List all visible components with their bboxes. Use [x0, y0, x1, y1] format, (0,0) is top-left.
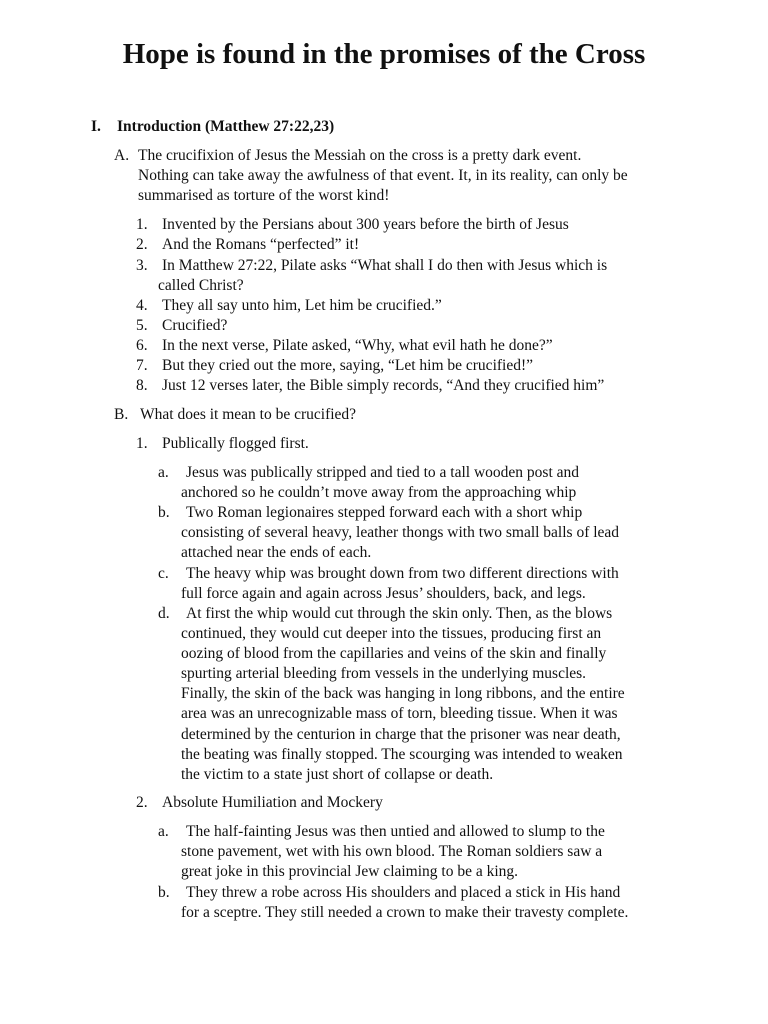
subsection-2-number: 2. [136, 794, 148, 811]
list-item-number: 5. [136, 317, 148, 334]
list-item-text: And the Romans “perfected” it! [162, 236, 360, 253]
sub-item [158, 503, 620, 563]
subsection-2-text: Absolute Humiliation and Mockery [162, 794, 383, 811]
subsection-1-text: Publically flogged first. [162, 435, 309, 452]
sub-item-text: The half-fainting Jesus was then untied and allowed to slump to the [186, 823, 605, 840]
list-item-text: called Christ? [158, 277, 244, 295]
list-item [136, 376, 605, 396]
sub-item-text: Jesus was publically stripped and tied to a tall wooden post and [186, 464, 580, 481]
section-heading-text: Introduction (Matthew 27:22,23) [117, 118, 335, 135]
list-item-text: Invented by the Persians about 300 years before the birth of Jesus [162, 216, 569, 233]
sub-item [158, 604, 625, 785]
paragraph-a-line: The crucifixion of Jesus the Messiah on the cross is a pretty dark event. [138, 147, 582, 164]
sub-item-text: the victim to a state just short of collapse or death. [181, 765, 494, 783]
section-number: I. [91, 118, 101, 135]
paragraph-a-label: A. [114, 147, 130, 164]
sub-item-text: consisting of several heavy, leather thongs with two small balls of lead [181, 524, 620, 542]
sub-item-letter: a. [158, 823, 169, 840]
paragraph-b-text: What does it mean to be crucified? [140, 406, 357, 423]
section-heading [91, 118, 334, 136]
sub-item-text: great joke in this provincial Jew claiming to be a king. [181, 863, 519, 881]
list-item-text: In Matthew 27:22, Pilate asks “What shall I do then with Jesus which is [162, 257, 608, 274]
list-item [136, 235, 360, 255]
subsection-2 [136, 793, 383, 813]
subsection-1 [136, 434, 309, 454]
list-item-number: 6. [136, 337, 148, 354]
list-item [136, 336, 553, 356]
list-item [136, 256, 608, 296]
sub-item-text: Finally, the skin of the back was hanging in long ribbons, and the entire [181, 685, 625, 703]
paragraph-a-line: summarised as torture of the worst kind! [138, 187, 390, 205]
sub-item-letter: c. [158, 565, 169, 582]
sub-item-text: At first the whip would cut through the skin only. Then, as the blows [186, 605, 613, 622]
list-item-text: They all say unto him, Let him be crucified.” [162, 297, 442, 314]
sub-item-text: full force again and again across Jesus’ shoulders, back, and legs. [181, 585, 586, 603]
list-item-number: 3. [136, 257, 148, 274]
sub-item-letter: b. [158, 884, 170, 901]
sub-item [158, 822, 605, 882]
sub-item-text: attached near the ends of each. [181, 544, 372, 562]
sub-item-letter: d. [158, 605, 170, 622]
paragraph-b [114, 405, 357, 425]
list-item-number: 7. [136, 357, 148, 374]
sub-item [158, 564, 619, 604]
sub-item-text: continued, they would cut deeper into the tissues, producing first an [181, 625, 602, 643]
sub-item-text: the beating was finally stopped. The scourging was intended to weaken [181, 745, 623, 763]
document-title: Hope is found in the promises of the Cross [122, 38, 646, 70]
list-item-text: But they cried out the more, saying, “Let him be crucified!” [162, 357, 534, 374]
sub-item-text: oozing of blood from the capillaries and veins of the skin and finally [181, 645, 607, 663]
list-item [136, 356, 534, 376]
paragraph-a [114, 146, 628, 206]
sub-item-text: area was an unrecognizable mass of torn, bleeding tissue. When it was [181, 705, 618, 723]
sub-item-text: spurting arterial bleeding from vessels in the underlying muscles. [181, 665, 587, 683]
list-item-number: 8. [136, 377, 148, 394]
list-item-text: Just 12 verses later, the Bible simply records, “And they crucified him” [162, 377, 605, 394]
sub-item [158, 883, 629, 923]
sub-item-text: They threw a robe across His shoulders and placed a stick in His hand [186, 884, 621, 901]
sub-item-text: stone pavement, wet with his own blood. The Roman soldiers saw a [181, 843, 603, 861]
sub-item-text: for a sceptre. They still needed a crown to make their travesty complete. [181, 904, 629, 922]
sub-item-text: The heavy whip was brought down from two different directions with [186, 565, 619, 582]
list-item [136, 215, 569, 235]
sub-item-text: Two Roman legionaires stepped forward each with a short whip [186, 504, 583, 521]
list-item [136, 316, 228, 336]
list-item-number: 1. [136, 216, 148, 233]
list-item [136, 296, 442, 316]
list-item-text: In the next verse, Pilate asked, “Why, what evil hath he done?” [162, 337, 553, 354]
list-item-text: Crucified? [162, 317, 228, 334]
subsection-1-number: 1. [136, 435, 148, 452]
list-item-number: 4. [136, 297, 148, 314]
sub-item-text: determined by the centurion in charge that the prisoner was near death, [181, 725, 621, 743]
sub-item [158, 463, 580, 503]
sub-item-letter: a. [158, 464, 169, 481]
list-item-number: 2. [136, 236, 148, 253]
sub-item-text: anchored so he couldn’t move away from the approaching whip [181, 484, 577, 502]
paragraph-b-label: B. [114, 406, 129, 423]
paragraph-a-line: Nothing can take away the awfulness of that event. It, in its reality, can only be [138, 167, 628, 185]
sub-item-letter: b. [158, 504, 170, 521]
